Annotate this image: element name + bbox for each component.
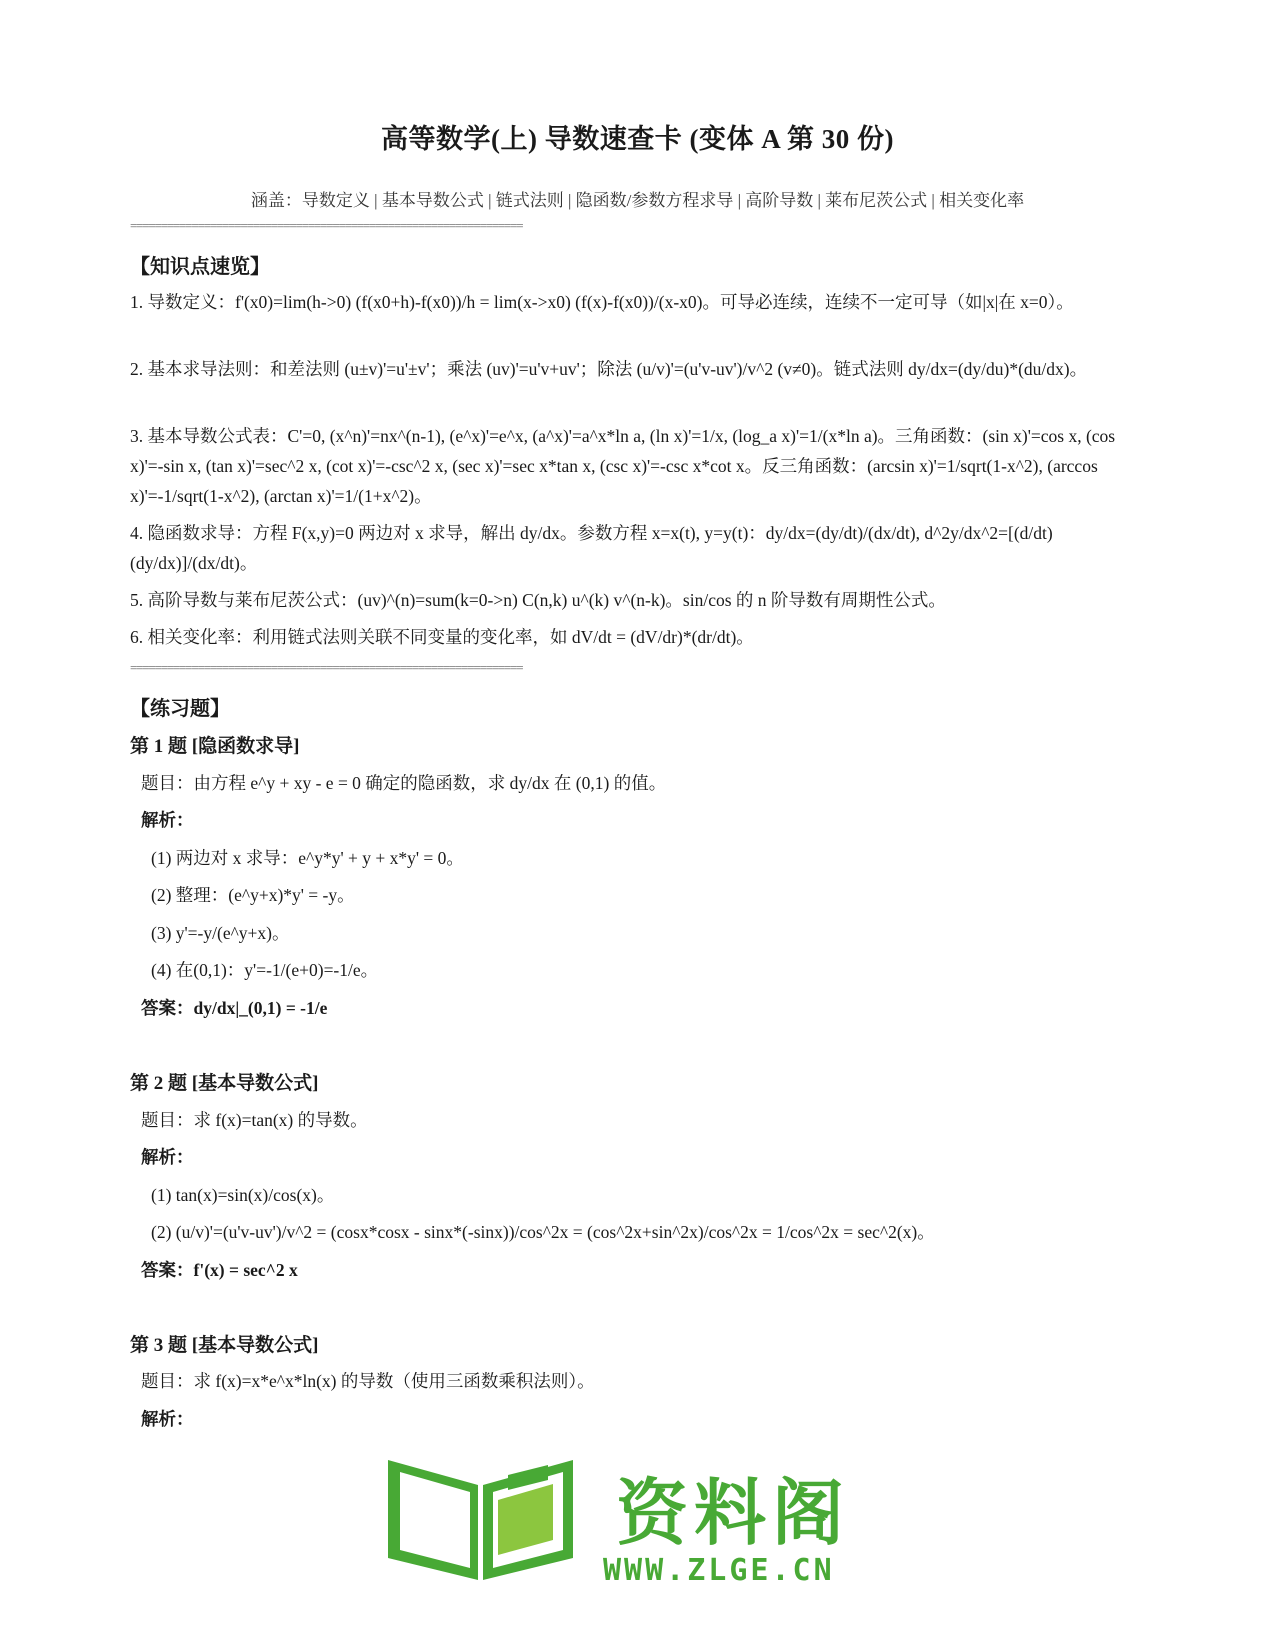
page-subtitle: 涵盖：导数定义 | 基本导数公式 | 链式法则 | 隐函数/参数方程求导 | 高阶导数 | 莱布尼茨公式 | 相关变化率 [250, 191, 1025, 210]
question-2-answer: 答案：f'(x) = sec^2 x [141, 1260, 298, 1280]
question-1-title: 第 1 题 [隐函数求导] [130, 736, 300, 757]
question-1-text: 题目：由方程 e^y + xy - e = 0 确定的隐函数，求 dy/dx 在 (0,1) 的值。 [141, 773, 667, 793]
page-title: 高等数学(上) 导数速查卡 (变体 A 第 30 份) [381, 124, 894, 154]
practice-heading: 【练习题】 [130, 698, 230, 720]
question-2-step-2: (2) (u/v)'=(u'v-uv')/v^2 = (cosx*cosx - sinx*(-sinx))/cos^2x = (cos^2x+sin^2x)/cos^2x = 1/cos^2x = sec^2(x)。 [151, 1222, 935, 1242]
question-3-title: 第 3 题 [基本导数公式] [130, 1335, 319, 1356]
knowledge-item-6: 6. 相关变化率：利用链式法则关联不同变量的变化率，如 dV/dt = (dV/dr)*(dr/dt)。 [130, 627, 754, 647]
watermark-name: 资料阁 [616, 1471, 851, 1555]
question-2-text: 题目：求 f(x)=tan(x) 的导数。 [141, 1110, 368, 1130]
book-logo-icon [378, 1440, 588, 1590]
question-1-analysis-label: 解析： [141, 810, 194, 830]
knowledge-item-5: 5. 高阶导数与莱布尼茨公式：(uv)^(n)=sum(k=0->n) C(n,k) u^(k) v^(n-k)。sin/cos 的 n 阶导数有周期性公式。 [130, 590, 946, 610]
divider-middle: ================================================================ [130, 660, 523, 675]
knowledge-item-3: 3. 基本导数公式表：C'=0, (x^n)'=nx^(n-1), (e^x)'=e^x, (a^x)'=a^x*ln a, (ln x)'=1/x, (log_a x)'=1/(x*ln a)。三角函数：(sin x)'=cos x, (cos x)'=-sin x, (tan x)'=sec^2 x, (cot x)'=-csc^2 x, (sec x)'=sec x*tan x, (csc x)'=-csc x*cot x。反三角函数：(arcsin x)'=1/sqrt(1-x^2), (arccos x)'=-1/sqrt(1-x^2), (arctan x)'=1/(1+x^2)。 [130, 426, 1116, 506]
question-1-step-1: (1) 两边对 x 求导：e^y*y' + y + x*y' = 0。 [151, 848, 464, 868]
question-3-analysis-label: 解析： [141, 1409, 194, 1429]
question-1-step-3: (3) y'=-y/(e^y+x)。 [151, 923, 290, 943]
question-2-title: 第 2 题 [基本导数公式] [130, 1073, 319, 1094]
question-1-answer: 答案：dy/dx|_(0,1) = -1/e [141, 998, 328, 1018]
knowledge-heading: 【知识点速览】 [130, 256, 270, 278]
knowledge-item-1: 1. 导数定义：f'(x0)=lim(h->0) (f(x0+h)-f(x0))/h = lim(x->x0) (f(x)-f(x0))/(x-x0)。可导必连续，连续不一定可导（如|x|在 x=0）。 [130, 292, 1074, 312]
watermark-url: WWW.ZLGE.CN [603, 1553, 835, 1588]
divider-top: ================================================================ [130, 218, 523, 233]
question-2-step-1: (1) tan(x)=sin(x)/cos(x)。 [151, 1185, 335, 1205]
knowledge-item-2: 2. 基本求导法则：和差法则 (u±v)'=u'±v'；乘法 (uv)'=u'v+uv'；除法 (u/v)'=(u'v-uv')/v^2 (v≠0)。链式法则 dy/dx=(dy/du)*(du/dx)。 [130, 359, 1088, 379]
watermark [398, 1455, 878, 1605]
question-1-step-2: (2) 整理：(e^y+x)*y' = -y。 [151, 885, 355, 905]
knowledge-item-4: 4. 隐函数求导：方程 F(x,y)=0 两边对 x 求导，解出 dy/dx。参数方程 x=x(t), y=y(t)：dy/dx=(dy/dt)/(dx/dt), d^2y/dx^2=[(d/dt)(dy/dx)]/(dx/dt)。 [130, 523, 1053, 573]
question-1-step-4: (4) 在(0,1)：y'=-1/(e+0)=-1/e。 [151, 960, 379, 980]
question-3-text: 题目：求 f(x)=x*e^x*ln(x) 的导数（使用三函数乘积法则）。 [141, 1371, 595, 1391]
question-2-analysis-label: 解析： [141, 1147, 194, 1167]
